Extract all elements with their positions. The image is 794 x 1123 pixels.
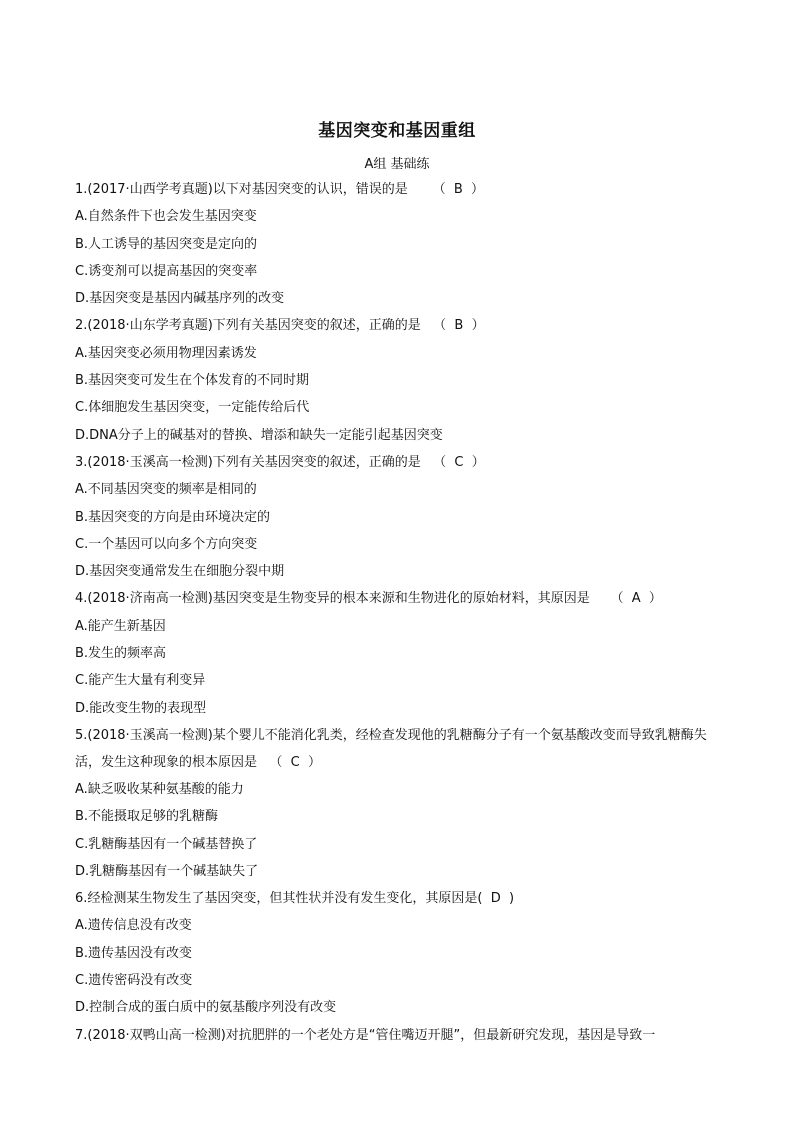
option-a: A.能产生新基因 bbox=[75, 618, 166, 634]
option-a: A.缺乏吸收某种氨基酸的能力 bbox=[75, 781, 244, 797]
question-text: 7.(2018·双鸭山高一检测)对抗肥胖的一个老处方是“管住嘴迈开腿”，但最新研究发现，基因是导致一 bbox=[75, 1027, 656, 1043]
question-text: 6.经检测某生物发生了基因突变，但其性状并没有发生变化，其原因是 bbox=[75, 891, 478, 907]
answer-bracket: （ A ） bbox=[610, 591, 662, 607]
option-c: C.体细胞发生基因突变，一定能传给后代 bbox=[75, 400, 310, 416]
question-text: 5.(2018·玉溪高一检测)某个婴儿不能消化乳类，经检查发现他的乳糖酶分子有一个氨基酸改变而导致乳糖酶失活，发生这种现象的根本原因是 bbox=[75, 727, 707, 770]
option-b: B.遗传基因没有改变 bbox=[75, 945, 193, 961]
option-b: B.不能摄取足够的乳糖酶 bbox=[75, 809, 219, 825]
question-list bbox=[75, 176, 735, 1049]
answer-bracket: （ C ） bbox=[269, 754, 322, 770]
option-c: C.一个基因可以向多个方向突变 bbox=[75, 536, 258, 552]
option-d: D.能改变生物的表现型 bbox=[75, 700, 207, 716]
question-text: 1.(2017·山西学考真题)以下对基因突变的认识，错误的是 bbox=[75, 182, 408, 197]
option-c: C.诱变剂可以提高基因的突变率 bbox=[75, 263, 258, 279]
question-text: 2.(2018·山东学考真题)下列有关基因突变的叙述，正确的是 bbox=[75, 318, 421, 334]
question-text: 3.(2018·玉溪高一检测)下列有关基因突变的叙述，正确的是 bbox=[75, 454, 421, 470]
option-b: B.基因突变的方向是由环境决定的 bbox=[75, 509, 271, 525]
page-title: 基因突变和基因重组 bbox=[318, 121, 476, 141]
answer-bracket: （ C ） bbox=[433, 454, 485, 470]
option-b: B.发生的频率高 bbox=[75, 646, 167, 662]
option-a: A.遗传信息没有改变 bbox=[75, 918, 192, 934]
question-stem bbox=[75, 1022, 735, 1049]
option-d: D.基因突变是基因内碱基序列的改变 bbox=[75, 291, 285, 307]
option-a: A.自然条件下也会发生基因突变 bbox=[75, 209, 257, 225]
option-a: A.不同基因突变的频率是相同的 bbox=[75, 482, 257, 498]
question-stem bbox=[75, 722, 725, 776]
option-c: C.乳糖酶基因有一个碱基替换了 bbox=[75, 836, 258, 852]
answer-bracket: ( D ) bbox=[477, 891, 515, 907]
option-d: D.乳糖酶基因有一个碱基缺失了 bbox=[75, 863, 259, 879]
question-stem bbox=[75, 585, 735, 612]
option-d: D.基因突变通常发生在细胞分裂中期 bbox=[75, 564, 285, 580]
question-stem bbox=[75, 885, 735, 912]
option-d: D.控制合成的蛋白质中的氨基酸序列没有改变 bbox=[75, 1000, 337, 1016]
question-stem bbox=[75, 449, 735, 476]
question-stem bbox=[75, 312, 735, 339]
option-a: A.基因突变必须用物理因素诱发 bbox=[75, 345, 257, 361]
option-b: B.基因突变可发生在个体发育的不同时期 bbox=[75, 373, 310, 389]
option-c: C.能产生大量有利变异 bbox=[75, 673, 206, 689]
option-c: C.遗传密码没有改变 bbox=[75, 973, 193, 989]
section-heading: A组 基础练 bbox=[364, 157, 430, 172]
question-text: 4.(2018·济南高一检测)基因突变是生物变异的根本来源和生物进化的原始材料，其原因是 bbox=[75, 591, 590, 607]
option-b: B.人工诱导的基因突变是定向的 bbox=[75, 236, 258, 252]
option-d: D.DNA分子上的碱基对的替换、增添和缺失一定能引起基因突变 bbox=[75, 427, 443, 443]
question-stem bbox=[75, 176, 735, 203]
answer-bracket: （ B ） bbox=[433, 318, 485, 334]
answer-bracket: （ B ） bbox=[432, 182, 485, 197]
